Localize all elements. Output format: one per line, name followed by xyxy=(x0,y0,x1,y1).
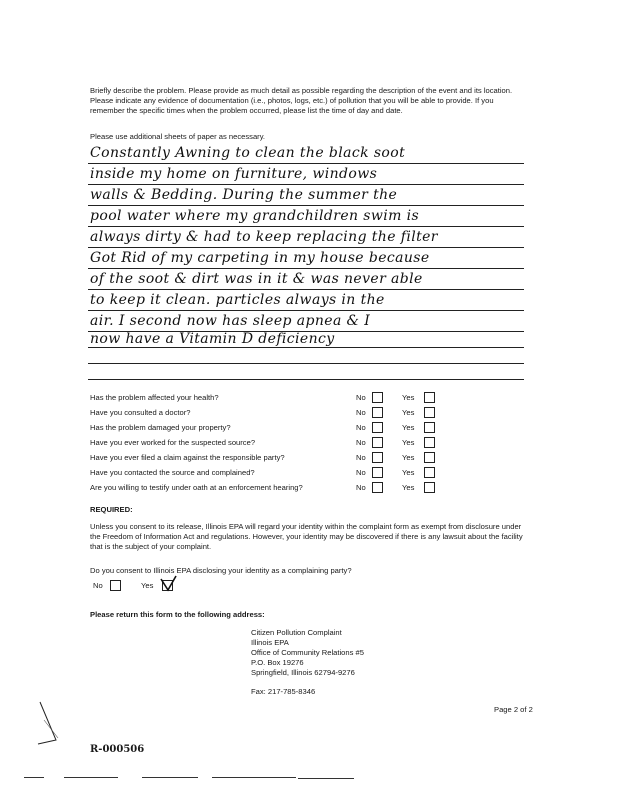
handwritten-line-10: now have a Vitamin D deficiency xyxy=(90,331,335,347)
no-checkbox[interactable] xyxy=(372,437,383,448)
answer-line xyxy=(88,379,524,380)
yes-checkbox[interactable] xyxy=(424,482,435,493)
question-row xyxy=(90,391,450,406)
required-heading: REQUIRED: xyxy=(90,505,133,514)
handwritten-line-9: air. I second now has sleep apnea & I xyxy=(90,313,371,329)
handwritten-line-2: inside my home on furniture, windows xyxy=(90,166,378,182)
no-checkbox[interactable] xyxy=(372,482,383,493)
answer-line xyxy=(88,184,524,185)
no-checkbox[interactable] xyxy=(372,452,383,463)
question-row xyxy=(90,451,450,466)
answer-line xyxy=(88,247,524,248)
handwritten-line-8: to keep it clean. particles always in the xyxy=(90,292,385,308)
no-label: No xyxy=(356,483,366,492)
no-checkbox[interactable] xyxy=(372,467,383,478)
handwritten-line-7: of the soot & dirt was in it & was never able xyxy=(90,271,423,287)
consent-no-label: No xyxy=(93,581,103,590)
yes-label: Yes xyxy=(402,393,415,402)
question-row xyxy=(90,436,450,451)
handwritten-line-5: always dirty & had to keep replacing the filter xyxy=(90,229,438,245)
answer-line xyxy=(88,226,524,227)
scan-mark-icon xyxy=(34,700,64,748)
question-text: Are you willing to testify under oath at an enforcement hearing? xyxy=(90,483,303,492)
consent-question: Do you consent to Illinois EPA disclosing your identity as a complaining party? xyxy=(90,566,352,575)
question-text: Has the problem affected your health? xyxy=(90,393,219,402)
page-number: Page 2 of 2 xyxy=(494,705,533,714)
no-checkbox[interactable] xyxy=(372,392,383,403)
answer-line xyxy=(88,289,524,290)
question-row xyxy=(90,481,450,496)
no-label: No xyxy=(356,408,366,417)
yes-checkbox[interactable] xyxy=(424,422,435,433)
answer-line xyxy=(88,363,524,364)
question-text: Have you ever filed a claim against the responsible party? xyxy=(90,453,285,462)
consent-no-checkbox[interactable] xyxy=(110,580,121,591)
answer-line xyxy=(88,310,524,311)
no-label: No xyxy=(356,453,366,462)
yes-label: Yes xyxy=(402,453,415,462)
yes-label: Yes xyxy=(402,468,415,477)
question-text: Have you ever worked for the suspected source? xyxy=(90,438,256,447)
question-row xyxy=(90,466,450,481)
yes-checkbox[interactable] xyxy=(424,437,435,448)
yes-label: Yes xyxy=(402,408,415,417)
question-text: Have you consulted a doctor? xyxy=(90,408,191,417)
no-checkbox[interactable] xyxy=(372,407,383,418)
question-row xyxy=(90,406,450,421)
address-line: Springfield, Illinois 62794-9276 xyxy=(251,668,355,677)
handwritten-line-6: Got Rid of my carpeting in my house because xyxy=(90,250,430,266)
no-checkbox[interactable] xyxy=(372,422,383,433)
handwritten-line-3: walls & Bedding. During the summer the xyxy=(90,187,398,203)
yes-checkbox[interactable] xyxy=(424,392,435,403)
return-heading: Please return this form to the following address: xyxy=(90,610,265,619)
yes-label: Yes xyxy=(402,483,415,492)
yes-label: Yes xyxy=(402,423,415,432)
bates-number: R-000506 xyxy=(90,744,145,755)
required-text: Unless you consent to its release, Illinois EPA will regard your identity within the complaint form as exempt from disclosure under the Freedom of Information Act and regulations. However, your identity may be discovered if there is any lawsuit about the facility that is the subject of your complaint. xyxy=(90,522,523,552)
answer-line xyxy=(88,205,524,206)
additional-sheets-note: Please use additional sheets of paper as necessary. xyxy=(90,132,266,141)
yes-checkbox[interactable] xyxy=(424,407,435,418)
check-mark-icon xyxy=(158,575,178,593)
no-label: No xyxy=(356,468,366,477)
yes-checkbox[interactable] xyxy=(424,452,435,463)
no-label: No xyxy=(356,438,366,447)
address-line: P.O. Box 19276 xyxy=(251,658,304,667)
answer-line xyxy=(88,347,524,348)
address-line: Office of Community Relations #5 xyxy=(251,648,364,657)
yes-label: Yes xyxy=(402,438,415,447)
handwritten-line-1: Constantly Awning to clean the black soot xyxy=(90,145,406,161)
question-text: Has the problem damaged your property? xyxy=(90,423,231,432)
address-line: Citizen Pollution Complaint xyxy=(251,628,342,637)
no-label: No xyxy=(356,393,366,402)
no-label: No xyxy=(356,423,366,432)
fax-number: Fax: 217-785-8346 xyxy=(251,687,316,696)
address-line: Illinois EPA xyxy=(251,638,289,647)
question-text: Have you contacted the source and complained? xyxy=(90,468,255,477)
consent-yes-label: Yes xyxy=(141,581,154,590)
instructions-text: Briefly describe the problem. Please provide as much detail as possible regarding the description of the event and its location. Please indicate any evidence of documentation (i.e., photos, logs, etc.) of pollution that you will be able to provide. If you remember the specific times when the problem occurred, please list the time of day and date. xyxy=(90,86,513,116)
answer-line xyxy=(88,268,524,269)
yes-checkbox[interactable] xyxy=(424,467,435,478)
question-row xyxy=(90,421,450,436)
answer-line xyxy=(88,163,524,164)
handwritten-line-4: pool water where my grandchildren swim is xyxy=(90,208,420,224)
